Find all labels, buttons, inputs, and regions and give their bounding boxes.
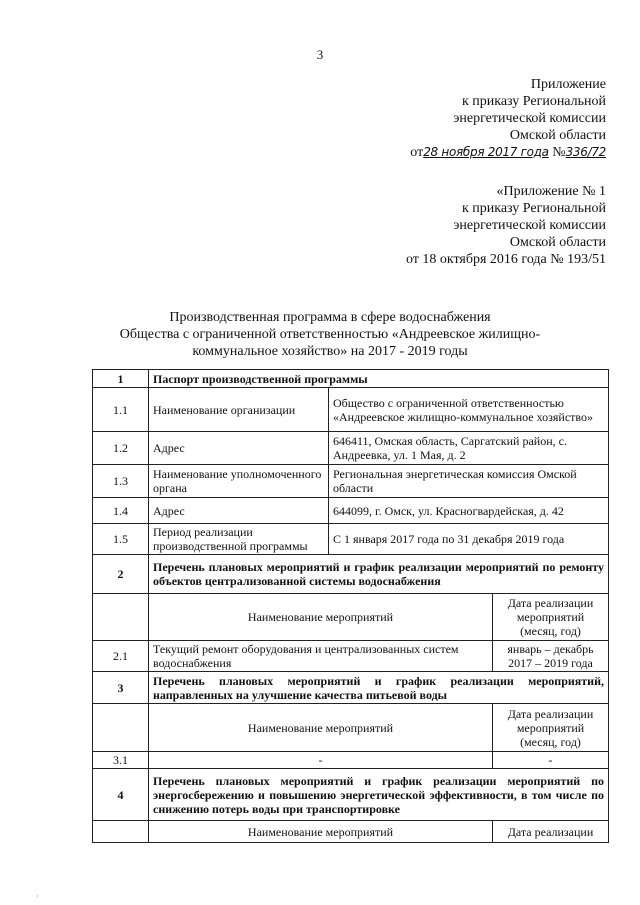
activity-date: январь – декабрь 2017 – 2019 года xyxy=(493,641,609,672)
row-value: Региональная энергетическая комиссия Омской области xyxy=(329,465,609,498)
appendix1-line-5: от 18 октября 2016 года № 193/51 xyxy=(405,252,606,267)
row-label: Наименование организации xyxy=(149,388,329,432)
handwritten-number: 336/72 xyxy=(565,145,606,159)
column-header-date: Дата реализации xyxy=(493,821,609,843)
section-number: 2 xyxy=(93,555,149,594)
row-label: Период реализации производственной программы xyxy=(149,524,329,555)
row-label: Адрес xyxy=(149,432,329,465)
page-number: 3 xyxy=(316,47,324,62)
appendix-line-3: энергетической комиссии xyxy=(453,111,606,126)
title-line-1: Производственная программа в сфере водоснабжения xyxy=(169,310,491,325)
row-number: 2.1 xyxy=(93,641,149,672)
column-header-name: Наименование мероприятий xyxy=(149,704,493,752)
appendix-line-4: Омской области xyxy=(509,128,606,143)
table-row xyxy=(93,821,609,843)
section-title: Паспорт производственной программы xyxy=(149,370,609,388)
document-title xyxy=(60,309,600,360)
number-prefix: № xyxy=(552,145,566,160)
row-label: Наименование уполномоченного органа xyxy=(149,465,329,498)
row-value: 644099, г. Омск, ул. Красногвардейская, д. 42 xyxy=(329,498,609,524)
row-number: 3.1 xyxy=(93,752,149,769)
column-header-date: Дата реализации мероприятий (месяц, год) xyxy=(493,594,609,641)
table-row xyxy=(93,752,609,769)
row-number: 1.1 xyxy=(93,388,149,432)
title-line-3: коммунальное хозяйство» на 2017 - 2019 годы xyxy=(192,344,468,359)
table-row xyxy=(93,432,609,465)
table-row xyxy=(93,388,609,432)
handwritten-date: 28 ноября 2017 года xyxy=(423,145,549,159)
appendix-date-line xyxy=(410,144,606,161)
scan-mark: · xyxy=(36,892,39,901)
column-header-date: Дата реализации мероприятий (месяц, год) xyxy=(493,704,609,752)
section-title: Перечень плановых мероприятий и график реализации мероприятий по энергосбережению и повышению энергетической эффективности, в том числе по снижению потерь воды при транспортировке xyxy=(149,769,609,821)
table-row xyxy=(93,370,609,388)
appendix-line-1: Приложение xyxy=(530,77,606,92)
activity-name: Текущий ремонт оборудования и централизованных систем водоснабжения xyxy=(149,641,493,672)
section-number: 4 xyxy=(93,769,149,821)
appendix-line-2: к приказу Региональной xyxy=(461,94,606,109)
activity-date: - xyxy=(493,752,609,769)
row-value: 646411, Омская область, Саргатский район, с. Андреевка, ул. 1 Мая, д. 2 xyxy=(329,432,609,465)
appendix1-line-4: Омской области xyxy=(509,235,606,250)
row-number: 1.5 xyxy=(93,524,149,555)
section-number: 3 xyxy=(93,672,149,704)
table-row xyxy=(93,672,609,704)
row-value: Общество с ограниченной ответственностью «Андреевское жилищно-коммунальное хозяйство» xyxy=(329,388,609,432)
appendix1-line-1: «Приложение № 1 xyxy=(496,184,606,199)
column-header-name: Наименование мероприятий xyxy=(149,821,493,843)
row-label: Адрес xyxy=(149,498,329,524)
row-number: 1.3 xyxy=(93,465,149,498)
section-title: Перечень плановых мероприятий и график реализации мероприятий, направленных на улучшение качества питьевой воды xyxy=(149,672,609,704)
table-row xyxy=(93,498,609,524)
table-row xyxy=(93,769,609,821)
table-row xyxy=(93,704,609,752)
date-prefix: от xyxy=(410,145,424,160)
row-number: 1.2 xyxy=(93,432,149,465)
passport-table xyxy=(92,369,609,843)
appendix1-line-2: к приказу Региональной xyxy=(461,201,606,216)
activity-name: - xyxy=(149,752,493,769)
column-header-name: Наименование мероприятий xyxy=(149,594,493,641)
appendix1-line-3: энергетической комиссии xyxy=(453,218,606,233)
table-row xyxy=(93,594,609,641)
table-row xyxy=(93,555,609,594)
table-row xyxy=(93,524,609,555)
appendix1-block xyxy=(406,183,606,268)
title-line-2: Общества с ограниченной ответственностью «Андреевское жилищно- xyxy=(119,327,541,342)
appendix-block xyxy=(410,76,606,161)
row-number: 1.4 xyxy=(93,498,149,524)
table-row xyxy=(93,465,609,498)
table-row xyxy=(93,641,609,672)
section-number: 1 xyxy=(93,370,149,388)
row-value: С 1 января 2017 года по 31 декабря 2019 года xyxy=(329,524,609,555)
section-title: Перечень плановых мероприятий и график реализации мероприятий по ремонту объектов централизованной системы водоснабжения xyxy=(149,555,609,594)
